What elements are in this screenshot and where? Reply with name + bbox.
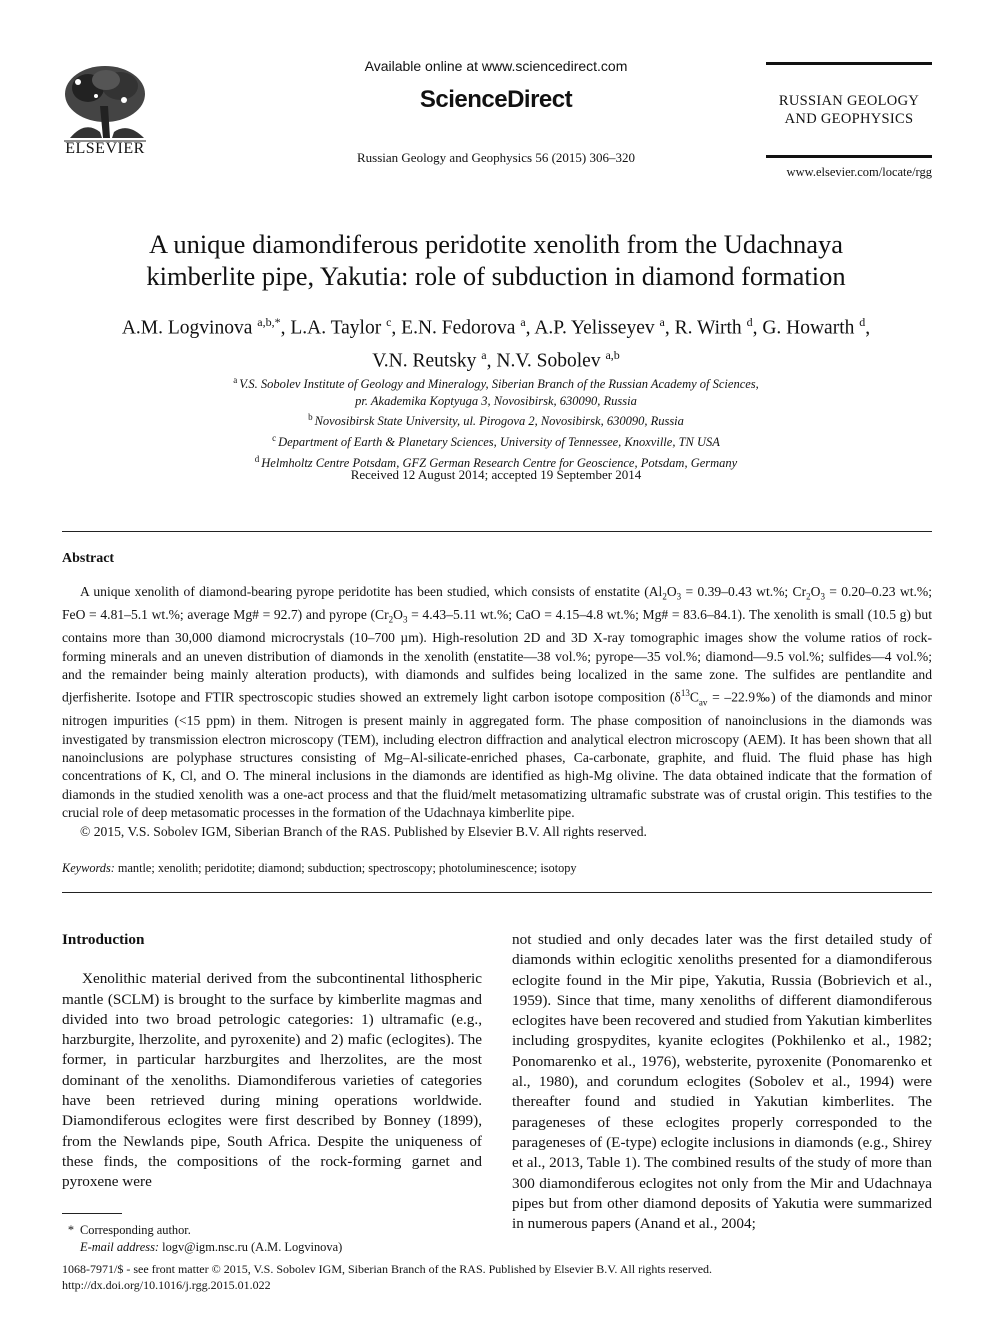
author-sup: a [481, 347, 487, 362]
subscript: 3 [820, 591, 825, 602]
abstract-text: A unique xenolith of diamond-bearing pyrope peridotite has been studied, which consists of enstatite (Al [80, 584, 663, 599]
abstract-text: C [689, 690, 699, 705]
footnote-rule [62, 1213, 122, 1214]
affiliation-text: V.S. Sobolev Institute of Geology and Mineralogy, Siberian Branch of the Russian Academy of Sciences, [239, 377, 759, 392]
title-line-2: kimberlite pipe, Yakutia: role of subduction in diamond formation [146, 261, 846, 291]
abstract-text: = 0.39–0.43 wt.%; Cr [681, 584, 807, 599]
doi-link[interactable]: http://dx.doi.org/10.1016/j.rgg.2015.01.022 [62, 1278, 271, 1292]
article-title [60, 228, 932, 292]
copyright-notice: © 2015, V.S. Sobolev IGM, Siberian Branch of the RAS. Published by Elsevier B.V. All rights reserved. [80, 823, 647, 839]
affiliation-b [60, 409, 932, 430]
email-address[interactable]: logv@igm.nsc.ru (A.M. Logvinova) [162, 1240, 343, 1254]
subscript: 3 [676, 591, 682, 602]
email-label: E-mail address: [80, 1240, 160, 1254]
abstract-paragraph: A unique xenolith of diamond-bearing pyrope peridotite has been studied, which consists of enstatite ($Al_2O_3 = 0.39-0.43$ wt.%; $Cr_2O_3 = 0.20-0.23$ wt.%; FeO = 4.81–5.1 wt.%; average Mg# = 92.7) and pyrope ($Cr_2O_3 = 4.43-5.11$ wt.%; CaO = 4.15–4.8 wt.%; Mg# = 83.6–84.1). The xenolith is small (10.5 g) but contains more than 30,000 diamond microcrystals (10–700 µm). High-resolution 2D and 3D X-ray tomographic images show the volume ratios of rock-forming minerals and an uneven distribution of diamonds in the xenolith (enstatite—38 vol.%; pyrope—35 vol.%; diamond—9.5 vol.%; sulfides—4 vol.%; and the remainder being mainly alteration products), with diamonds and sulfides being localized in the same zone. The sulfides are pentlandite and djerfisherite. Isotope and FTIR spectroscopic studies showed an extremely light carbon isotope composition ($\delta^{13}C_{av}$ = –22.9‰) of the diamonds and minor nitrogen impurities (<15 ppm) in them. Nitrogen is present mainly in aggregated form. The phase composition of nanoinclusions in the diamonds was investigated by transmission electron microscopy (TEM), including electron diffraction and analytical electron microscopy (AEM). It has been shown that all nanoinclusions are polyphase structures consisting of Mg–Al-silicate-enriched phases, Ca-carbonate, graphite, and fluid. The fluid phase has high concentrations of K, Cl, and O. The mineral inclusions in the diamonds are identified as high-Mg olivine. The data obtained indicate that the formation of diamonds in the studied xenolith was a one-act process and that the fluid/melt metasomatizing ultramafic substrate was of crustal origin. This testifies to the crucial role of deep metasomatic processes in the formation of the Udachnaya kimberlite pipe. [62, 584, 932, 821]
available-online: Available online at www.sciencedirect.com [364, 58, 628, 74]
corresponding-label: Corresponding author. [80, 1223, 191, 1237]
subscript: 2 [662, 591, 667, 602]
abstract-body [62, 583, 932, 841]
author-sup: c [386, 315, 392, 329]
introduction-paragraph: Xenolithic material derived from the subcontinental lithospheric mantle (SCLM) is brought to the surface by kimberlite magmas and divided into two broad petrologic categories: 1) ultramafic (e.g., harzburgite, lherzolite, and pyroxenite) and 2) mafic (eclogites). The former, in particular harzburgites and lherzolites, are the most dominant of the xenoliths. Diamondiferous varieties of categories have been retrieved during mining operations worldwide. Diamondiferous eclogites were first described by Bonney (1899), from the Newlands pipe, South Africa. Despite the uniqueness of these finds, the compositions of the rock-forming garnet and pyroxene were [62, 970, 482, 1191]
footnote [62, 1222, 492, 1256]
author-sup: a [659, 315, 665, 329]
author-name: L.A. Taylor [290, 317, 382, 339]
affiliation-mark: c [272, 433, 277, 444]
corresponding-author-note [62, 1222, 492, 1239]
affiliation-text: Department of Earth & Planetary Sciences, University of Tennessee, Knoxville, TN USA [278, 435, 720, 450]
author-sup: a,b,* [257, 315, 281, 329]
introduction-continued: not studied and only decades later was the first detailed study of diamonds within eclogitic xenoliths presented for a diamondiferous eclogite found in the Mir pipe, Yakutia, Russia (Bobrievich et al., 1959). Since that time, many xenoliths of different diamondiferous eclogites have been recovered and studied from Yakutian kimberlites including grospydites, kyanite eclogites (Pokhilenko et al., 1982; Ponomarenko et al., 1976), websterite, pyroxenite (Ponomarenko et al., 1980), and corundum eclogites (Sobolev et al., 1994) were thereafter found and studied in Yakutian kimberlites. The parageneses of these eclogites properly corresponded to the parageneses of (E-type) eclogite inclusions in diamonds (e.g., Shirey et al., 2013, Table 1). The combined results of the study of more than 300 diamondiferous eclogites not only from the Mir and Udachnaya pipes but from other diamond deposits of Yakutia were summarized in numerous papers (Anand et al., 2004; [512, 931, 932, 1233]
author-name: G. Howarth [762, 317, 855, 339]
subscript: 2 [806, 591, 811, 602]
title-line-1: A unique diamondiferous peridotite xenolith from the Udachnaya [149, 229, 843, 259]
affiliation-mark: d [254, 453, 260, 464]
affiliation-a-line2: pr. Akademika Koptyuga 3, Novosibirsk, 630090, Russia [355, 393, 637, 408]
affiliation-text: Novosibirsk State University, ul. Pirogova 2, Novosibirsk, 630090, Russia [314, 414, 684, 429]
author-sup: d [746, 315, 753, 329]
affiliations [60, 372, 932, 472]
keywords-label: Keywords: [62, 861, 115, 875]
author-name: N.V. Sobolev [496, 350, 601, 371]
affiliation-mark: b [308, 412, 313, 423]
author-line-1: A.M. Logvinova $^{a,b,*}$, L.A. Taylor $^c$, E.N. Fedorova $^a$, A.P. Yelisseyev $^a$, R. Wirth $^d$, G. Howarth $^d$, [121, 315, 871, 339]
affiliation-c [60, 430, 932, 451]
author-name: E.N. Fedorova [401, 317, 516, 339]
author-line-2: V.N. Reutsky $^a$, N.V. Sobolev $^{a,b}$ [372, 347, 620, 371]
affiliation-a [60, 372, 932, 393]
footnote-star: * [67, 1223, 75, 1237]
journal-rule-bottom [766, 155, 932, 158]
abstract-heading: Abstract [62, 551, 115, 566]
author-name: V.N. Reutsky [372, 350, 477, 371]
journal-url[interactable]: www.elsevier.com/locate/rgg [786, 165, 932, 179]
divider-bottom [62, 892, 932, 893]
publisher-name: ELSEVIER [65, 140, 145, 157]
affiliation-mark: a [233, 375, 238, 385]
superscript: 13 [680, 688, 690, 699]
abstract-text: = –22.9‰) of the diamonds and minor nitrogen impurities (<15 ppm) in them. Nitrogen is present mainly in aggregated form. The phase composition of nanoinclusions in the diamonds was investigated by transmission electron microscopy (TEM), including electron diffraction and analytical electron microscopy (AEM). It has been shown that all nanoinclusions are polyphase structures consisting of Mg–Al-silicate-enriched phases, Ca-carbonate, graphite, and fluid. The fluid phase has high concentrations of K, Cl, and O. The mineral inclusions in the diamonds are identified as high-Mg olivine. The data obtained indicate that the formation of diamonds in the studied xenolith was a one-act process and that the fluid/melt metasomatizing ultramafic substrate was of crustal origin. This testifies to the crucial role of deep metasomatic processes in the formation of the Udachnaya kimberlite pipe. [62, 690, 932, 821]
body-column-right [512, 930, 932, 1234]
author-name: R. Wirth [674, 317, 742, 339]
subscript: 3 [402, 614, 408, 625]
affiliation-text: Helmholtz Centre Potsdam, GFZ German Research Centre for Geoscience, Potsdam, Germany [261, 456, 738, 470]
keywords-text: mantle; xenolith; peridotite; diamond; subduction; spectroscopy; photoluminescence; isotopy [117, 861, 577, 875]
subscript: 2 [388, 614, 394, 625]
journal-reference: Russian Geology and Geophysics 56 (2015) 306–320 [356, 150, 636, 165]
author-sup: d [859, 315, 866, 329]
journal-name-line2: AND GEOPHYSICS [784, 111, 914, 127]
sciencedirect-brand: ScienceDirect [419, 86, 573, 113]
journal-name-line1: RUSSIAN GEOLOGY [778, 93, 920, 109]
subscript: av [698, 697, 708, 708]
page-footer [62, 1261, 932, 1293]
divider-top [62, 531, 932, 532]
journal-rule-top [766, 62, 932, 65]
introduction-heading: Introduction [62, 931, 145, 948]
email-line [62, 1239, 492, 1256]
abstract-text: = 0.20–0.23 wt.%; FeO = 4.81–5.1 wt.%; average Mg# = 92.7) and pyrope (Cr [62, 584, 932, 623]
author-list [60, 309, 932, 374]
journal-name [766, 92, 932, 128]
front-matter-notice: 1068-7971/$ - see front matter © 2015, V.S. Sobolev IGM, Siberian Branch of the RAS. Published by Elsevier B.V. All rights reserved. [62, 1262, 713, 1276]
keywords [62, 861, 932, 876]
author-sup: a,b [605, 347, 620, 362]
author-sup: a [520, 315, 526, 329]
body-column-left [62, 930, 482, 1193]
author-name: A.P. Yelisseyev [534, 317, 655, 339]
author-name: A.M. Logvinova [121, 317, 253, 339]
abstract-text: = 4.43–5.11 wt.%; CaO = 4.15–4.8 wt.%; Mg# = 83.6–84.1). The xenolith is small (10.5 g) but contains more than 30,000 diamond microcrystals (10–700 µm). High-resolution 2D and 3D X-ray tomographic images show the volume ratios of rock-forming minerals and an uneven distribution of diamonds in the xenolith (enstatite—38 vol.%; pyrope—35 vol.%; diamond—9.5 vol.%; sulfides—4 vol.%; and the remainder being mainly alteration products), with diamonds and sulfides being localized in the same zone. The sulfides are pentlandite and djerfisherite. Isotope and FTIR spectroscopic studies showed an extremely light carbon isotope composition (δ [62, 607, 932, 705]
elsevier-logo [50, 60, 160, 162]
received-dates: Received 12 August 2014; accepted 19 September 2014 [350, 467, 642, 482]
